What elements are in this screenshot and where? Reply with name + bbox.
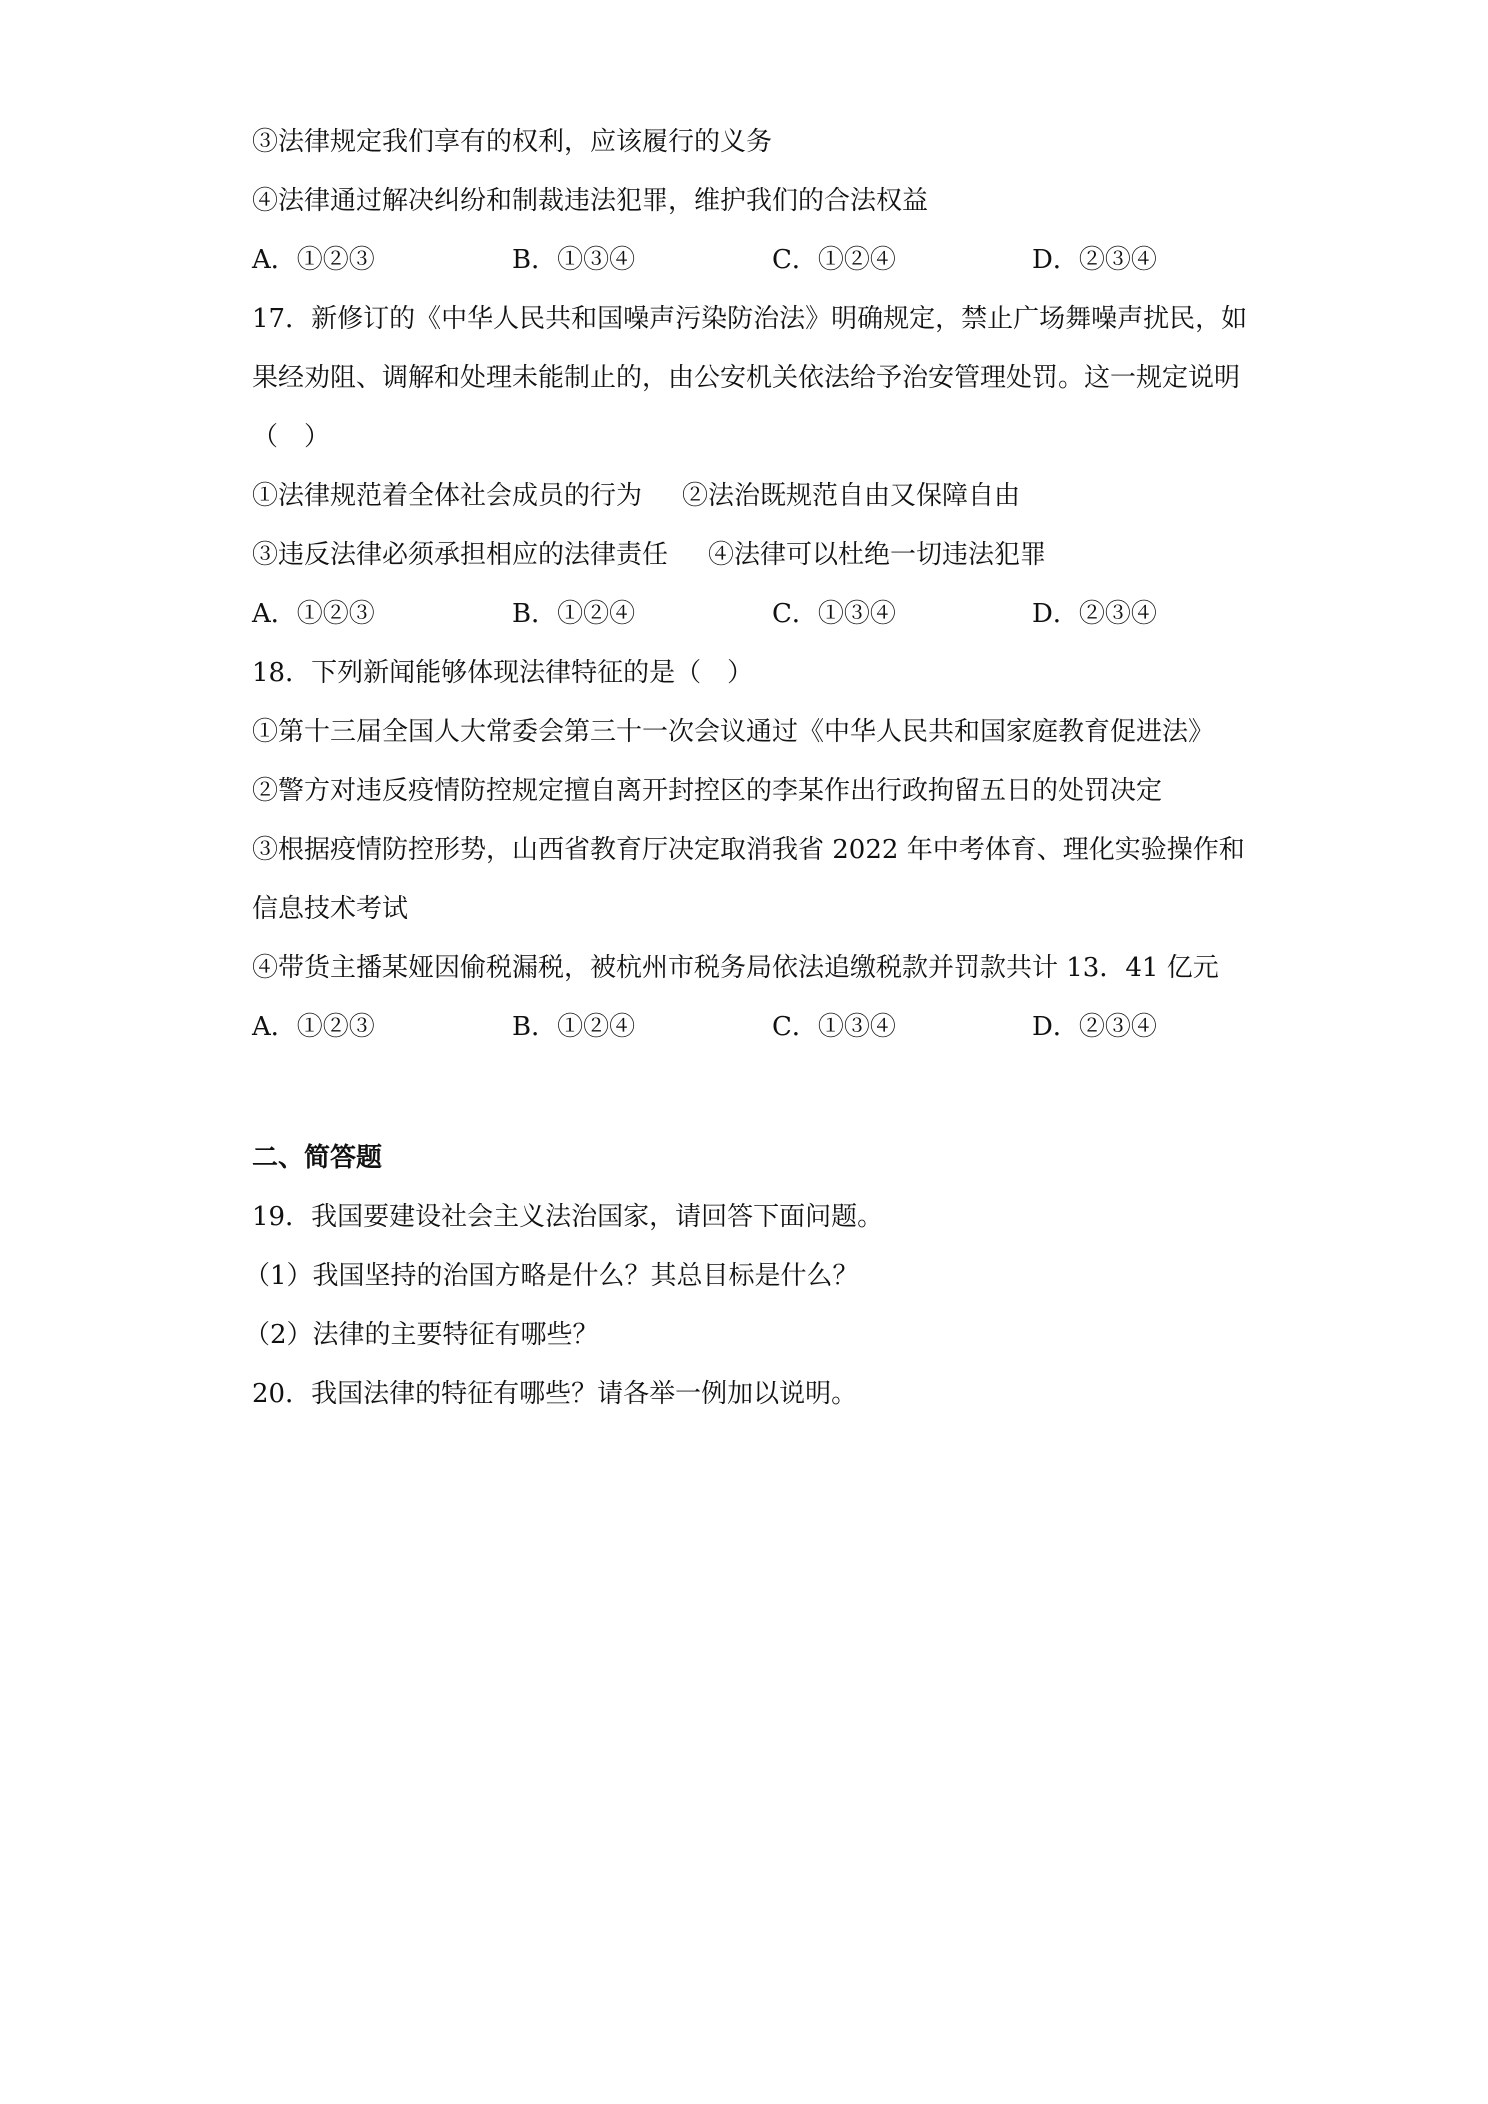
q18-item-3-line-1: ③根据疫情防控形势，山西省教育厅决定取消我省 2022 年中考体育、理化实验操作和 — [252, 835, 1245, 865]
q19-sub-question-1: （1）我国坚持的治国方略是什么？其总目标是什么？ — [244, 1261, 859, 1291]
q16-option-a[interactable]: A．①②③ — [252, 245, 375, 275]
q17-items-row-2 — [252, 538, 1046, 572]
q16-option-d[interactable]: D．②③④ — [1032, 245, 1157, 275]
q17-option-a[interactable]: A．①②③ — [252, 599, 375, 629]
q17-option-d[interactable]: D．②③④ — [1032, 599, 1157, 629]
q19-sub-question-2: （2）法律的主要特征有哪些？ — [244, 1320, 599, 1350]
q17-item-4: ④法律可以杜绝一切违法犯罪 — [708, 540, 1047, 570]
q18-stem: 18．下列新闻能够体现法律特征的是（ ） — [252, 658, 754, 688]
section-title-short-answer: 二、简答题 — [252, 1143, 383, 1173]
q16-option-c[interactable]: C．①②④ — [772, 245, 896, 275]
q17-stem-line-1: 17．新修订的《中华人民共和国噪声污染防治法》明确规定，禁止广场舞噪声扰民，如 — [252, 304, 1248, 334]
q17-item-3: ③违反法律必须承担相应的法律责任 — [252, 540, 669, 570]
q16-item-3: ③法律规定我们享有的权利，应该履行的义务 — [252, 127, 773, 157]
q17-items-row-1 — [252, 479, 1020, 513]
q18-item-3-line-2: 信息技术考试 — [252, 894, 409, 924]
q19-stem: 19．我国要建设社会主义法治国家，请回答下面问题。 — [252, 1202, 884, 1232]
q16-options — [252, 243, 1252, 277]
q18-option-a[interactable]: A．①②③ — [252, 1012, 375, 1042]
q20-stem: 20．我国法律的特征有哪些？请各举一例加以说明。 — [252, 1379, 858, 1409]
q18-option-b[interactable]: B．①②④ — [512, 1012, 636, 1042]
q17-item-1: ①法律规范着全体社会成员的行为 — [252, 481, 643, 511]
q18-option-d[interactable]: D．②③④ — [1032, 1012, 1157, 1042]
q18-item-4: ④带货主播某娅因偷税漏税，被杭州市税务局依法追缴税款并罚款共计 13．41 亿元 — [252, 953, 1219, 983]
q17-option-c[interactable]: C．①③④ — [772, 599, 896, 629]
q16-option-b[interactable]: B．①③④ — [512, 245, 636, 275]
q17-stem-line-2: 果经劝阻、调解和处理未能制止的，由公安机关依法给予治安管理处罚。这一规定说明 — [252, 363, 1241, 393]
q16-item-4: ④法律通过解决纠纷和制裁违法犯罪，维护我们的合法权益 — [252, 186, 929, 216]
q17-item-2: ②法治既规范自由又保障自由 — [682, 481, 1021, 511]
q18-option-c[interactable]: C．①③④ — [772, 1012, 896, 1042]
q17-options — [252, 597, 1252, 631]
q18-item-1: ①第十三届全国人大常委会第三十一次会议通过《中华人民共和国家庭教育促进法》 — [252, 717, 1215, 747]
q18-item-2: ②警方对违反疫情防控规定擅自离开封控区的李某作出行政拘留五日的处罚决定 — [252, 776, 1163, 806]
q18-options — [252, 1010, 1252, 1044]
q17-option-b[interactable]: B．①②④ — [512, 599, 636, 629]
q17-stem-line-3: （ ） — [252, 422, 331, 452]
